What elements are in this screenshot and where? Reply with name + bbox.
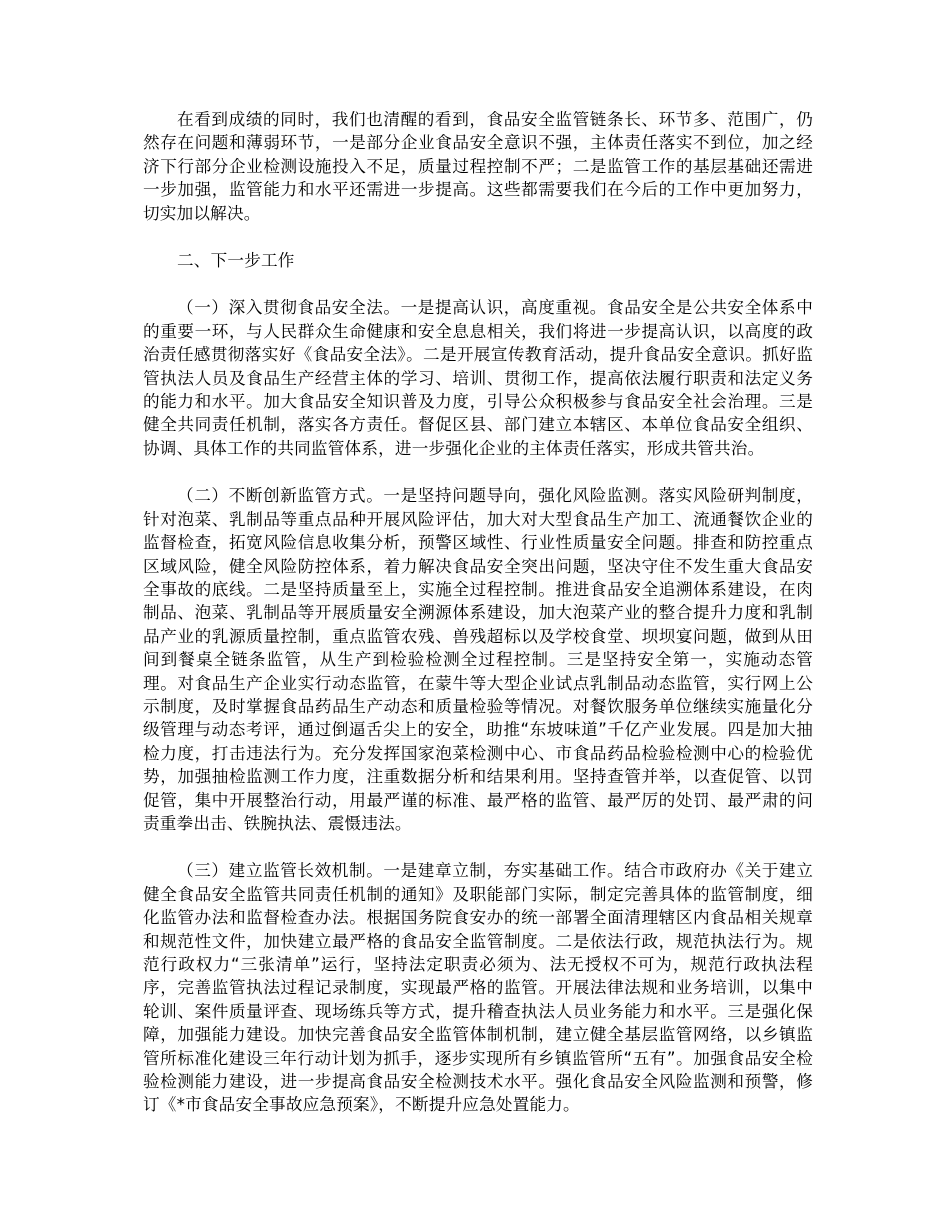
- section-heading: 二、下一步工作: [177, 251, 295, 271]
- paragraph-item-2: （二）不断创新监管方式。一是坚持问题导向，强化风险监测。落实风险研判制度，针对泡菜、乳制品等重点品种开展风险评估，加大对大型食品生产加工、流通餐饮企业的监督检查，拓宽风险信息收集分析，预警区域性、行业性质量安全问题。排查和防控重点区域风险，健全风险防控体系，着力解决食品安全突出问题，坚决守住不发生重大食品安全事故的底线。二是坚持质量至上，实施全过程控制。推进食品安全追溯体系建设，在肉制品、泡菜、乳制品等开展质量安全溯源体系建设，加大泡菜产业的整合提升力度和乳制品产业的乳源质量控制，重点监管农残、兽残超标以及学校食堂、坝坝宴问题，做到从田间到餐桌全链条监管，从生产到检验检测全过程控制。三是坚持安全第一，实施动态管理。对食品生产企业实行动态监管，在蒙牛等大型企业试点乳制品动态监管，实行网上公示制度，及时掌握食品药品生产动态和质量检验等情况。对餐饮服务单位继续实施量化分级管理与动态考评，通过倒逼舌尖上的安全，助推“东坡味道”千亿产业发展。四是加大抽检力度，打击违法行为。充分发挥国家泡菜检测中心、市食品药品检验检测中心的检验优势，加强抽检监测工作力度，注重数据分析和结果利用。坚持查管并举，以查促管、以罚促管，集中开展整治行动，用最严谨的标准、最严格的监管、最严厉的处罚、最严肃的问责重拳出击、铁腕执法、震慑违法。: [143, 486, 813, 833]
- paragraph-summary: 在看到成绩的同时，我们也清醒的看到，食品安全监管链条长、环节多、范围广，仍然存在问题和薄弱环节，一是部分企业食品安全意识不强，主体责任落实不到位，加之经济下行部分企业检测设施投入不足，质量过程控制不严；二是监管工作的基层基础还需进一步加强，监管能力和水平还需进一步提高。这些都需要我们在今后的工作中更加努力，切实加以解决。: [143, 110, 813, 223]
- paragraph-item-3: （三）建立监管长效机制。一是建章立制，夯实基础工作。结合市政府办《关于建立健全食品安全监管共同责任机制的通知》及职能部门实际，制定完善具体的监管制度，细化监管办法和监督检查办法。根据国务院食安办的统一部署全面清理辖区内食品相关规章和规范性文件，加快建立最严格的食品安全监管制度。二是依法行政，规范执法行为。规范行政权力“三张清单”运行，坚持法定职责必须为、法无授权不可为，规范行政执法程序，完善监管执法过程记录制度，实现最严格的监管。开展法律法规和业务培训，以集中轮训、案件质量评查、现场练兵等方式，提升稽查执法人员业务能力和水平。三是强化保障，加强能力建设。加快完善食品安全监管体制机制，建立健全基层监管网络，以乡镇监管所标准化建设三年行动计划为抓手，逐步实现所有乡镇监管所“五有”。加强食品安全检验检测能力建设，进一步提高食品安全检测技术水平。强化食品安全风险监测和预警，修订《*市食品安全事故应急预案》，不断提升应急处置能力。: [143, 861, 813, 1115]
- document-page: [143, 108, 813, 1141]
- paragraph-item-1: （一）深入贯彻食品安全法。一是提高认识，高度重视。食品安全是公共安全体系中的重要一环，与人民群众生命健康和安全息息相关，我们将进一步提高认识，以高度的政治责任感贯彻落实好《食品安全法》。二是开展宣传教育活动，提升食品安全意识。抓好监管执法人员及食品生产经营主体的学习、培训、贯彻工作，提高依法履行职责和法定义务的能力和水平。加大食品安全知识普及力度，引导公众积极参与食品安全社会治理。三是健全共同责任机制，落实各方责任。督促区县、部门建立本辖区、本单位食品安全组织、协调、具体工作的共同监管体系，进一步强化企业的主体责任落实，形成共管共治。: [143, 298, 813, 458]
